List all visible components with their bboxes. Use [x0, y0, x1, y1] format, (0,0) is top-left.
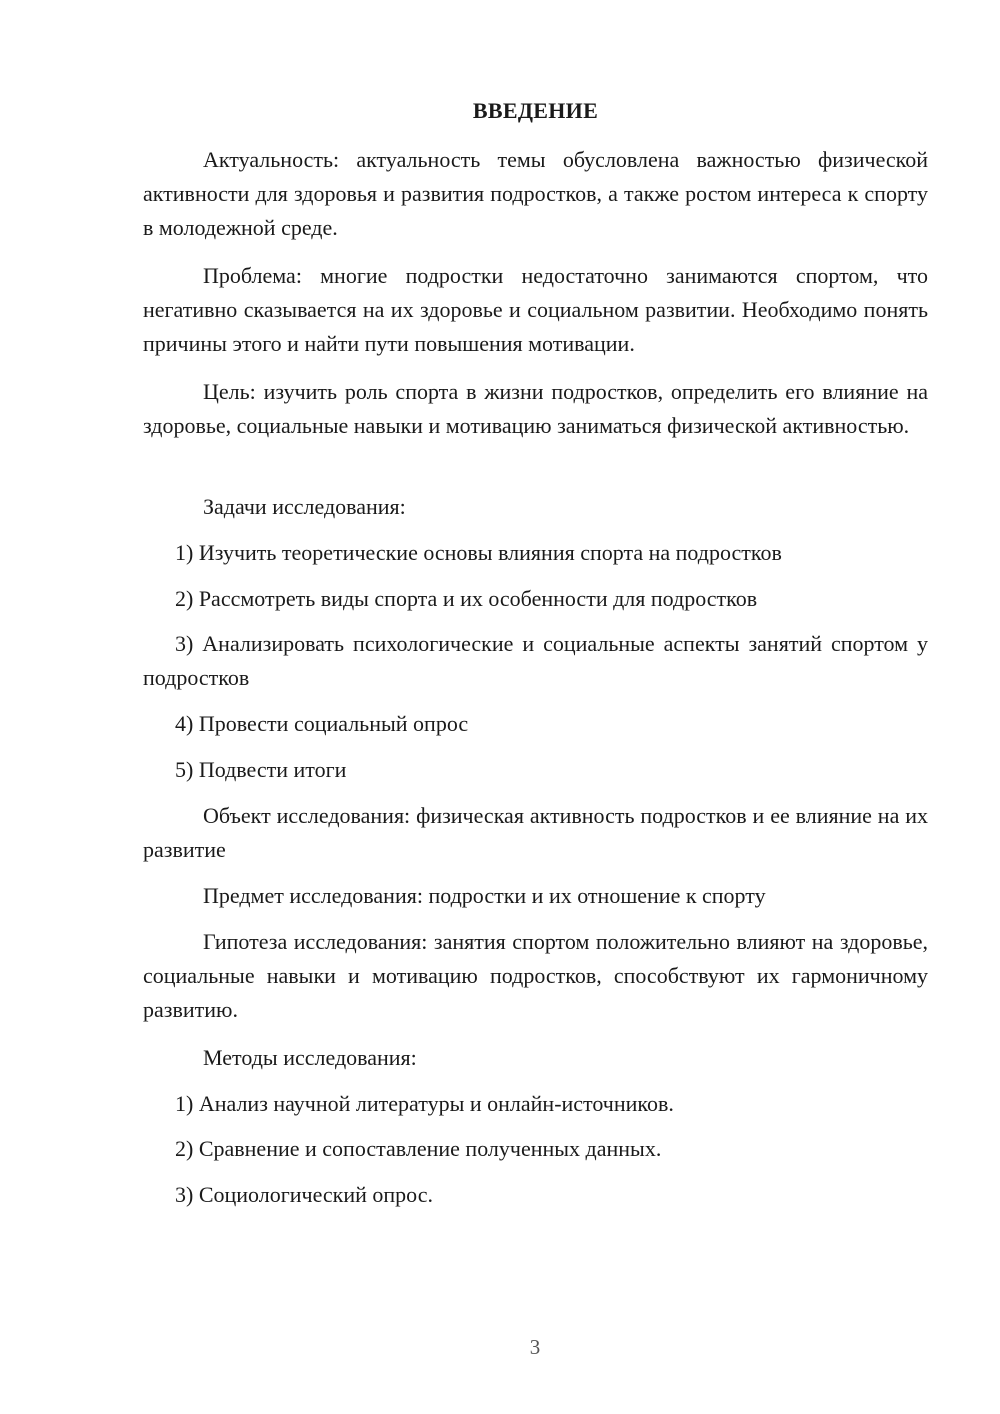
task-item-2: 2) Рассмотреть виды спорта и их особенности для подростков [175, 586, 758, 611]
task-item-1: 1) Изучить теоретические основы влияния спорта на подростков [175, 540, 782, 565]
object-paragraph: Объект исследования: физическая активность подростков и ее влияние на их развитие [143, 803, 928, 862]
method-item-2: 2) Сравнение и сопоставление полученных данных. [175, 1136, 662, 1161]
goal-paragraph: Цель: изучить роль спорта в жизни подростков, определить его влияние на здоровье, социальные навыки и мотивацию заниматься физической активностью. [143, 379, 928, 438]
tasks-heading: Задачи исследования: [203, 494, 406, 519]
relevance-paragraph: Актуальность: актуальность темы обусловлена важностью физической активности для здоровья и развития подростков, а также ростом интереса к спорту в молодежной среде. [143, 147, 928, 240]
task-item-3: 3) Анализировать психологические и социальные аспекты занятий спортом у подростков [143, 631, 928, 690]
problem-paragraph: Проблема: многие подростки недостаточно занимаются спортом, что негативно сказывается на их здоровье и социальном развитии. Необходимо понять причины этого и найти пути повышения мотивации. [143, 263, 928, 356]
task-item-4: 4) Провести социальный опрос [175, 711, 469, 736]
subject-paragraph: Предмет исследования: подростки и их отношение к спорту [203, 883, 766, 908]
method-item-1: 1) Анализ научной литературы и онлайн-источников. [175, 1091, 674, 1116]
methods-heading: Методы исследования: [203, 1045, 417, 1070]
method-item-3: 3) Социологический опрос. [175, 1182, 433, 1207]
section-title: ВВЕДЕНИЕ [472, 98, 599, 123]
hypothesis-paragraph: Гипотеза исследования: занятия спортом положительно влияют на здоровье, социальные навыки и мотивацию подростков, способствуют их гармоничному развитию. [143, 929, 928, 1022]
task-item-5: 5) Подвести итоги [175, 757, 347, 782]
page-number: 3 [529, 1335, 541, 1359]
